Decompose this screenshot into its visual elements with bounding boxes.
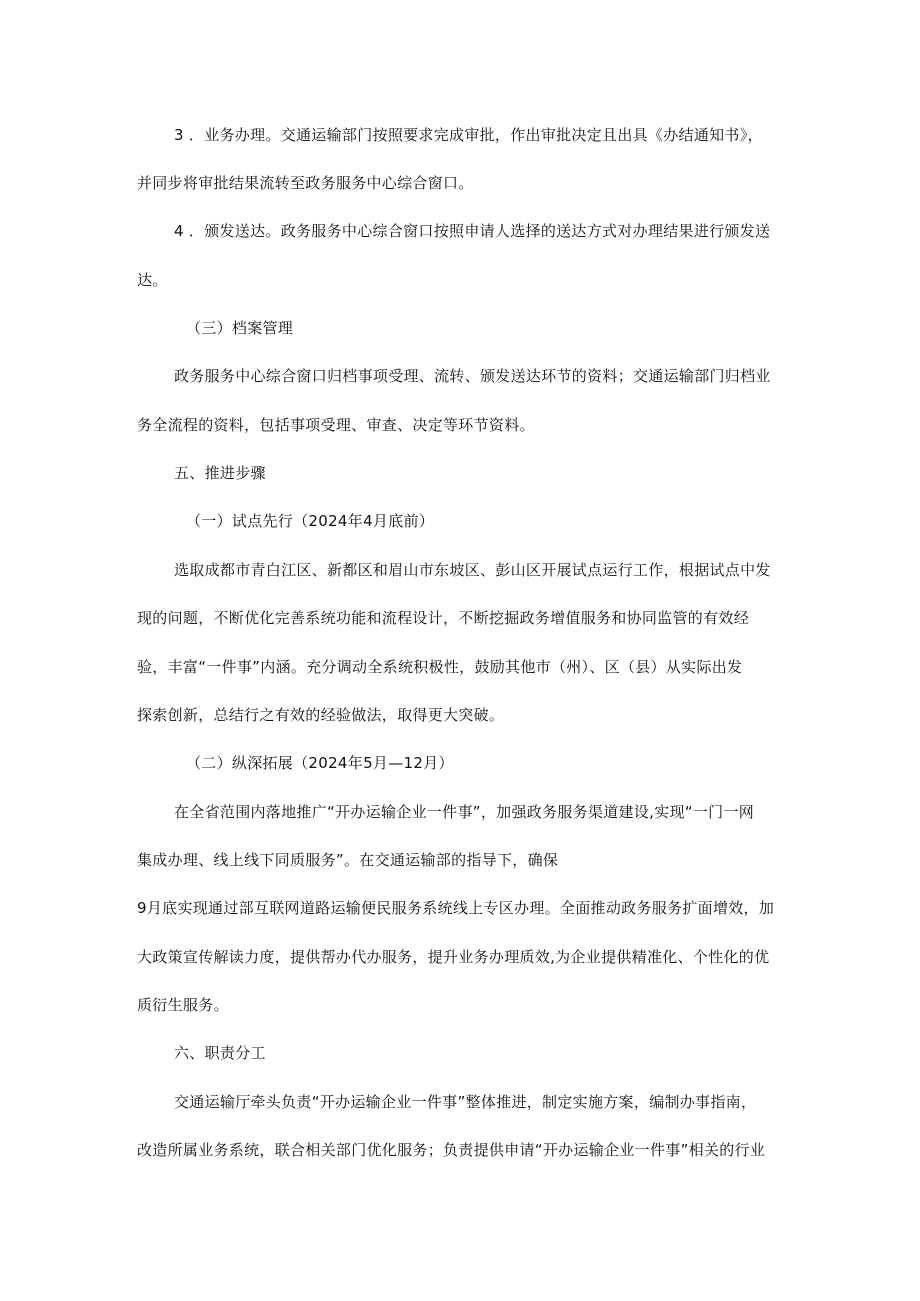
paragraph-line: 质衍生服务。 bbox=[137, 996, 229, 1014]
section-heading: （三）档案管理 bbox=[186, 319, 294, 337]
paragraph-line: 选取成都市青白江区、新都区和眉山市东坡区、彭山区开展试点运行工作，根据试点中发 bbox=[174, 561, 771, 579]
chapter-heading: 五、推进步骤 bbox=[174, 464, 266, 482]
paragraph-line: 交通运输厅牵头负责“开办运输企业一件事”整体推进，制定实施方案，编制办事指南， bbox=[174, 1093, 757, 1111]
paragraph-line: 在全省范围内落地推广“开办运输企业一件事”，加强政务服务渠道建设,实现“一门一网 bbox=[174, 803, 755, 821]
paragraph-line: 4 ．颁发送达。政务服务中心综合窗口按照申请人选择的送达方式对办理结果进行颁发送 bbox=[174, 222, 771, 240]
paragraph-line: 现的问题，不断优化完善系统功能和流程设计，不断挖掘政务增值服务和协同监管的有效经 bbox=[137, 609, 750, 627]
chapter-heading: 六、职责分工 bbox=[174, 1044, 266, 1062]
paragraph-line: 达。 bbox=[137, 271, 168, 289]
paragraph-line: 改造所属业务系统，联合相关部门优化服务；负责提供申请“开办运输企业一件事”相关的行业 bbox=[137, 1141, 766, 1159]
paragraph-line: 大政策宣传解读力度，提供帮办代办服务，提升业务办理质效,为企业提供精准化、个性化的优 bbox=[137, 948, 770, 966]
paragraph-line: 并同步将审批结果流转至政务服务中心综合窗口。 bbox=[137, 174, 474, 192]
paragraph-line: 探索创新，总结行之有效的经验做法，取得更大突破。 bbox=[137, 706, 505, 724]
section-heading: （一）试点先行（2024年4月底前） bbox=[186, 512, 435, 530]
paragraph-line: 集成办理、线上线下同质服务”。在交通运输部的指导下，确保 bbox=[137, 851, 559, 869]
paragraph-line: 验，丰富“一件事”内涵。充分调动全系统积极性，鼓励其他市（州）、区（县）从实际出发 bbox=[137, 658, 743, 676]
paragraph-line: 9月底实现通过部互联网道路运输便民服务系统线上专区办理。全面推动政务服务扩面增效，加 bbox=[137, 899, 775, 917]
paragraph-line: 政务服务中心综合窗口归档事项受理、流转、颁发送达环节的资料；交通运输部门归档业 bbox=[174, 367, 771, 385]
section-heading: （二）纵深拓展（2024年5月—12月） bbox=[186, 754, 454, 772]
paragraph-line: 务全流程的资料，包括事项受理、审查、决定等环节资料。 bbox=[137, 416, 535, 434]
paragraph-line: 3 ．业务办理。交通运输部门按照要求完成审批，作出审批决定且出具《办结通知书》， bbox=[174, 126, 763, 144]
